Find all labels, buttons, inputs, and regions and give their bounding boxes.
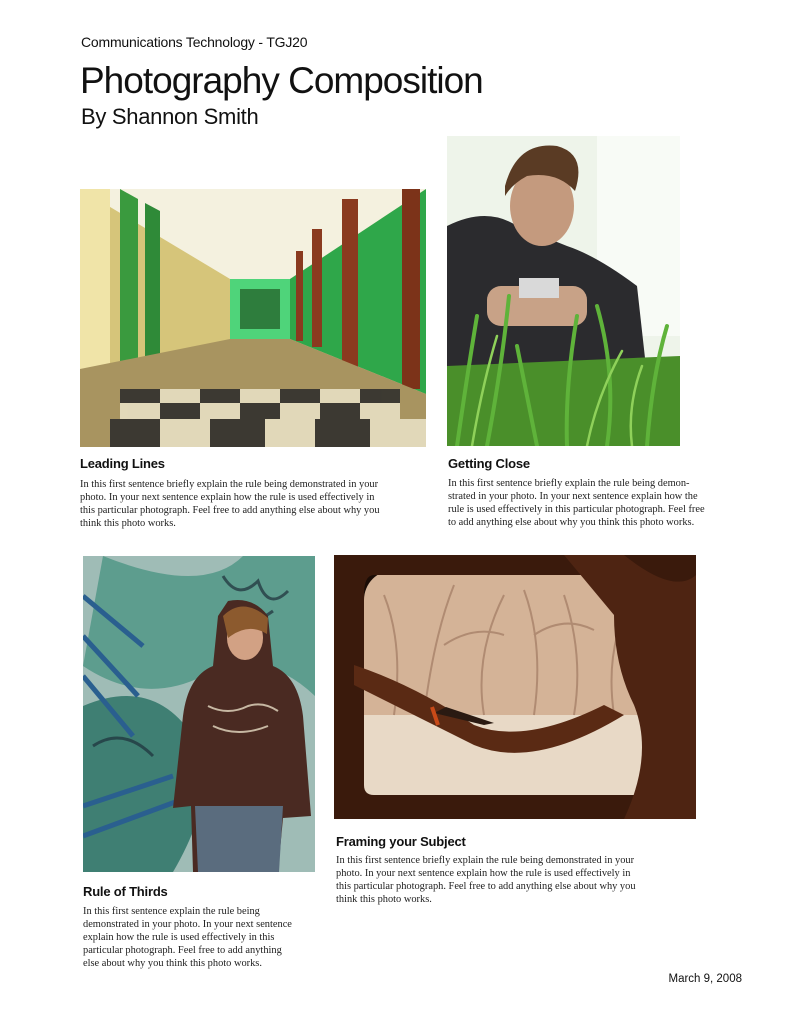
course-label: Communications Technology - TGJ20 [81, 34, 308, 50]
grass-closeup-photo [447, 136, 680, 446]
section-heading: Framing your Subject [336, 834, 466, 849]
section-body: In this first sentence briefly explain the rule being demonstrated in your photo. In your next sentence explain how the rule is used effectively in this particular photograph. Feel free to add anything else about why you think this photo works. [80, 479, 380, 529]
graffiti-portrait-photo [83, 556, 315, 872]
section-body: In this first sentence briefly explain the rule being demonstrated in your photo. In your next sentence explain how the rule is used effectively in this particular photograph. Feel free to add anything else about why you think this photo works. [336, 855, 636, 905]
tree-frame-photo [334, 555, 696, 819]
page-title: Photography Composition [80, 60, 483, 101]
section-heading: Getting Close [448, 456, 530, 471]
section-body: In this first sentence briefly explain the rule being demon- strated in your photo. In your next sentence explain how the rule is used effectively in this particular photograph. Feel free to add anything else about why you think this photo works. [448, 478, 705, 528]
section-heading: Rule of Thirds [83, 884, 168, 899]
page-date: March 9, 2008 [668, 973, 742, 985]
section-body: In this first sentence explain the rule being demonstrated in your photo. In your next sentence explain how the rule is used effectively in this particular photograph. Feel free to add anything else about why you think this photo works. [83, 906, 292, 969]
hallway-photo [80, 189, 426, 447]
section-heading: Leading Lines [80, 456, 165, 471]
author-byline: By Shannon Smith [81, 104, 259, 129]
